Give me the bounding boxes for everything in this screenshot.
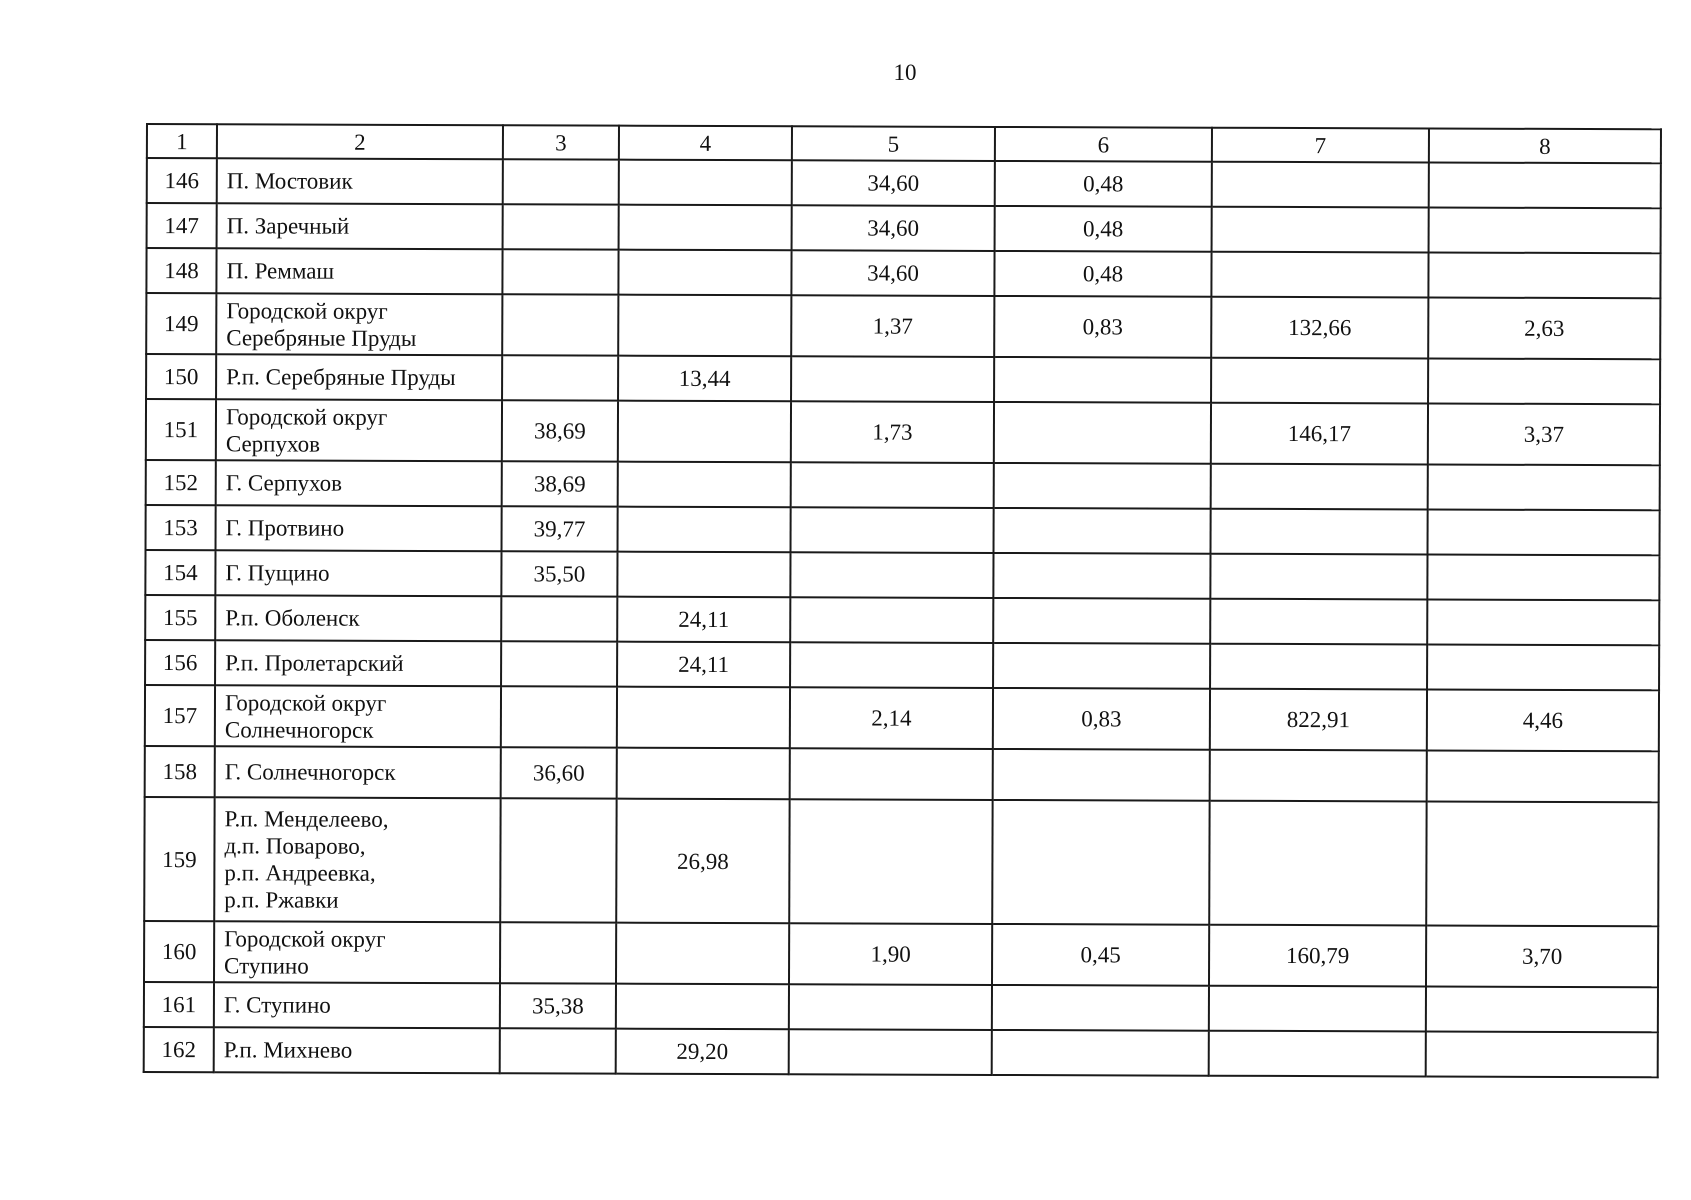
column-header: 2 [217, 124, 503, 159]
data-table [143, 123, 1662, 1078]
row-number: 152 [146, 460, 216, 505]
table-row [145, 550, 1659, 600]
col-6-value [994, 463, 1211, 509]
row-number: 147 [147, 203, 217, 248]
col-5-value [790, 597, 993, 643]
col-5-value: 2,14 [790, 687, 993, 749]
name-line: Р.п. Менделеево, [224, 806, 389, 832]
col-3-value: 35,50 [501, 551, 617, 596]
col-6-value [993, 553, 1210, 599]
col-8-value [1427, 750, 1659, 802]
col-8-value [1429, 162, 1661, 208]
col-5-value: 1,73 [791, 401, 994, 463]
col-6-value: 0,83 [993, 688, 1210, 750]
col-4-value [616, 923, 789, 985]
col-3-value [502, 249, 618, 294]
col-3-value [502, 355, 618, 400]
row-number: 153 [146, 505, 216, 550]
col-8-value [1428, 252, 1660, 298]
settlement-name: П. Реммаш [216, 248, 502, 294]
col-3-value [502, 294, 618, 355]
header-row [147, 124, 1661, 163]
table-row [146, 293, 1660, 359]
col-3-value: 36,60 [501, 747, 617, 798]
row-number: 148 [146, 248, 216, 293]
col-5-value [790, 552, 993, 598]
col-3-value [500, 922, 616, 983]
name-line: р.п. Андреевка, [224, 860, 376, 886]
col-7-value [1211, 358, 1428, 404]
row-number: 154 [145, 550, 215, 595]
column-header: 3 [503, 125, 619, 159]
col-3-value [500, 1028, 616, 1073]
settlement-name: Р.п. Оболенск [215, 595, 501, 641]
col-6-value: 0,48 [994, 251, 1211, 297]
col-5-value: 34,60 [791, 250, 994, 296]
col-7-value: 146,17 [1211, 403, 1428, 465]
page-number: 10 [893, 60, 917, 85]
col-6-value [992, 1030, 1209, 1076]
row-number: 158 [145, 746, 215, 797]
col-8-value: 2,63 [1428, 297, 1660, 359]
settlement-name [216, 293, 502, 355]
col-6-value [994, 357, 1211, 403]
name-line: Серебряные Пруды [226, 324, 417, 351]
column-header: 7 [1212, 128, 1429, 163]
col-5-value [789, 984, 992, 1030]
col-3-value [501, 596, 617, 641]
col-6-value: 0,45 [992, 924, 1209, 986]
column-header: 8 [1429, 128, 1661, 163]
name-line: Городской округ [225, 403, 388, 430]
col-7-value [1211, 252, 1428, 298]
col-6-value: 0,48 [995, 206, 1212, 252]
settlement-name [214, 921, 500, 983]
col-7-value [1210, 554, 1427, 600]
col-6-value [994, 402, 1211, 464]
col-3-value [501, 686, 617, 747]
col-6-value [993, 749, 1210, 801]
settlement-name: Г. Ступино [214, 982, 500, 1028]
col-4-value [616, 984, 789, 1030]
table-row [145, 640, 1659, 690]
col-4-value: 26,98 [616, 799, 789, 924]
col-3-value [500, 798, 616, 922]
settlement-name: Г. Серпухов [216, 460, 502, 506]
col-8-value: 3,37 [1428, 403, 1660, 465]
col-6-value [993, 598, 1210, 644]
col-7-value: 160,79 [1209, 925, 1426, 987]
col-8-value [1428, 358, 1660, 404]
settlement-name: Г. Пущино [215, 550, 501, 596]
col-3-value: 38,69 [502, 461, 618, 506]
col-6-value: 0,83 [994, 296, 1211, 358]
col-4-value [617, 687, 790, 749]
col-7-value [1209, 986, 1426, 1032]
col-7-value: 132,66 [1211, 297, 1428, 359]
col-3-value: 35,38 [500, 983, 616, 1028]
col-5-value [790, 748, 993, 800]
col-5-value [789, 799, 992, 924]
col-4-value [618, 250, 791, 296]
col-4-value [617, 748, 790, 800]
row-number: 149 [146, 293, 216, 354]
table-row [144, 1027, 1658, 1077]
col-8-value [1428, 464, 1660, 510]
row-number: 157 [145, 685, 215, 746]
col-7-value [1211, 464, 1428, 510]
settlement-name [216, 399, 502, 461]
col-8-value: 4,46 [1427, 689, 1659, 751]
table-row [147, 158, 1661, 208]
col-7-value [1212, 162, 1429, 208]
settlement-name: П. Заречный [217, 203, 503, 249]
col-4-value [618, 295, 791, 357]
settlement-name [215, 685, 501, 747]
col-7-value [1211, 509, 1428, 555]
table-row [146, 505, 1660, 555]
name-line: Серпухов [225, 430, 321, 457]
column-header: 6 [995, 127, 1212, 162]
settlement-name: Г. Солнечногорск [215, 746, 501, 798]
col-8-value: 3,70 [1426, 925, 1658, 987]
col-7-value [1210, 599, 1427, 645]
col-8-value [1427, 644, 1659, 690]
row-number: 160 [144, 921, 214, 982]
col-4-value [619, 160, 792, 206]
col-6-value [992, 985, 1209, 1031]
col-3-value: 38,69 [502, 400, 618, 461]
col-5-value [791, 356, 994, 402]
col-4-value: 29,20 [616, 1029, 789, 1075]
table-row [145, 746, 1659, 802]
col-7-value: 822,91 [1210, 689, 1427, 751]
col-4-value [619, 205, 792, 251]
col-4-value: 24,11 [617, 597, 790, 643]
col-6-value [993, 643, 1210, 689]
row-number: 161 [144, 982, 214, 1027]
col-5-value: 34,60 [792, 160, 995, 206]
table-row [146, 354, 1660, 404]
table-row [145, 595, 1659, 645]
col-7-value [1209, 1031, 1426, 1077]
table-row [146, 248, 1660, 298]
col-3-value: 39,77 [502, 506, 618, 551]
row-number: 159 [144, 797, 214, 921]
col-8-value [1428, 509, 1660, 555]
settlement-name: П. Мостовик [217, 158, 503, 204]
row-number: 162 [144, 1027, 214, 1072]
table-row [145, 685, 1659, 751]
name-line: р.п. Ржавки [224, 887, 339, 913]
column-header: 5 [792, 126, 995, 161]
col-7-value [1212, 207, 1429, 253]
table-row [147, 203, 1661, 253]
name-line: Городской округ [224, 925, 386, 952]
col-8-value [1426, 801, 1658, 926]
settlement-name: Р.п. Пролетарский [215, 640, 501, 686]
col-5-value [789, 1029, 992, 1075]
row-number: 150 [146, 354, 216, 399]
col-8-value [1429, 207, 1661, 253]
col-5-value: 1,37 [791, 295, 994, 357]
col-6-value: 0,48 [995, 161, 1212, 207]
name-line: д.п. Поварово, [224, 833, 366, 859]
col-5-value [791, 507, 994, 553]
settlement-name: Г. Протвино [216, 505, 502, 551]
col-5-value [790, 642, 993, 688]
col-4-value [618, 507, 791, 553]
col-8-value [1427, 554, 1659, 600]
col-4-value [618, 462, 791, 508]
column-header: 4 [619, 126, 792, 161]
col-8-value [1426, 1031, 1658, 1077]
row-number: 151 [146, 399, 216, 460]
table-row [144, 982, 1658, 1032]
name-line: Городской округ [226, 297, 388, 324]
table-row [146, 399, 1660, 465]
name-line: Ступино [224, 952, 309, 979]
row-number: 146 [147, 158, 217, 203]
col-4-value [617, 552, 790, 598]
col-4-value: 13,44 [618, 356, 791, 402]
col-4-value [618, 401, 791, 463]
col-3-value [503, 159, 619, 204]
row-number: 155 [145, 595, 215, 640]
col-7-value [1210, 644, 1427, 690]
col-7-value [1210, 750, 1427, 802]
settlement-name [214, 797, 500, 922]
col-6-value [992, 800, 1209, 925]
col-7-value [1209, 801, 1426, 926]
col-3-value [501, 641, 617, 686]
column-header: 1 [147, 124, 217, 158]
row-number: 156 [145, 640, 215, 685]
col-5-value: 34,60 [792, 205, 995, 251]
col-5-value: 1,90 [789, 923, 992, 985]
col-6-value [994, 508, 1211, 554]
table-row [146, 460, 1660, 510]
name-line: Солнечногорск [224, 716, 374, 743]
table-row [144, 921, 1658, 987]
col-8-value [1426, 986, 1658, 1032]
name-line: Городской округ [224, 689, 387, 716]
settlement-name: Р.п. Серебряные Пруды [216, 354, 502, 400]
col-5-value [791, 462, 994, 508]
settlement-name: Р.п. Михнево [214, 1027, 500, 1073]
col-3-value [503, 204, 619, 249]
table-row [144, 797, 1658, 926]
col-8-value [1427, 599, 1659, 645]
col-4-value: 24,11 [617, 642, 790, 688]
